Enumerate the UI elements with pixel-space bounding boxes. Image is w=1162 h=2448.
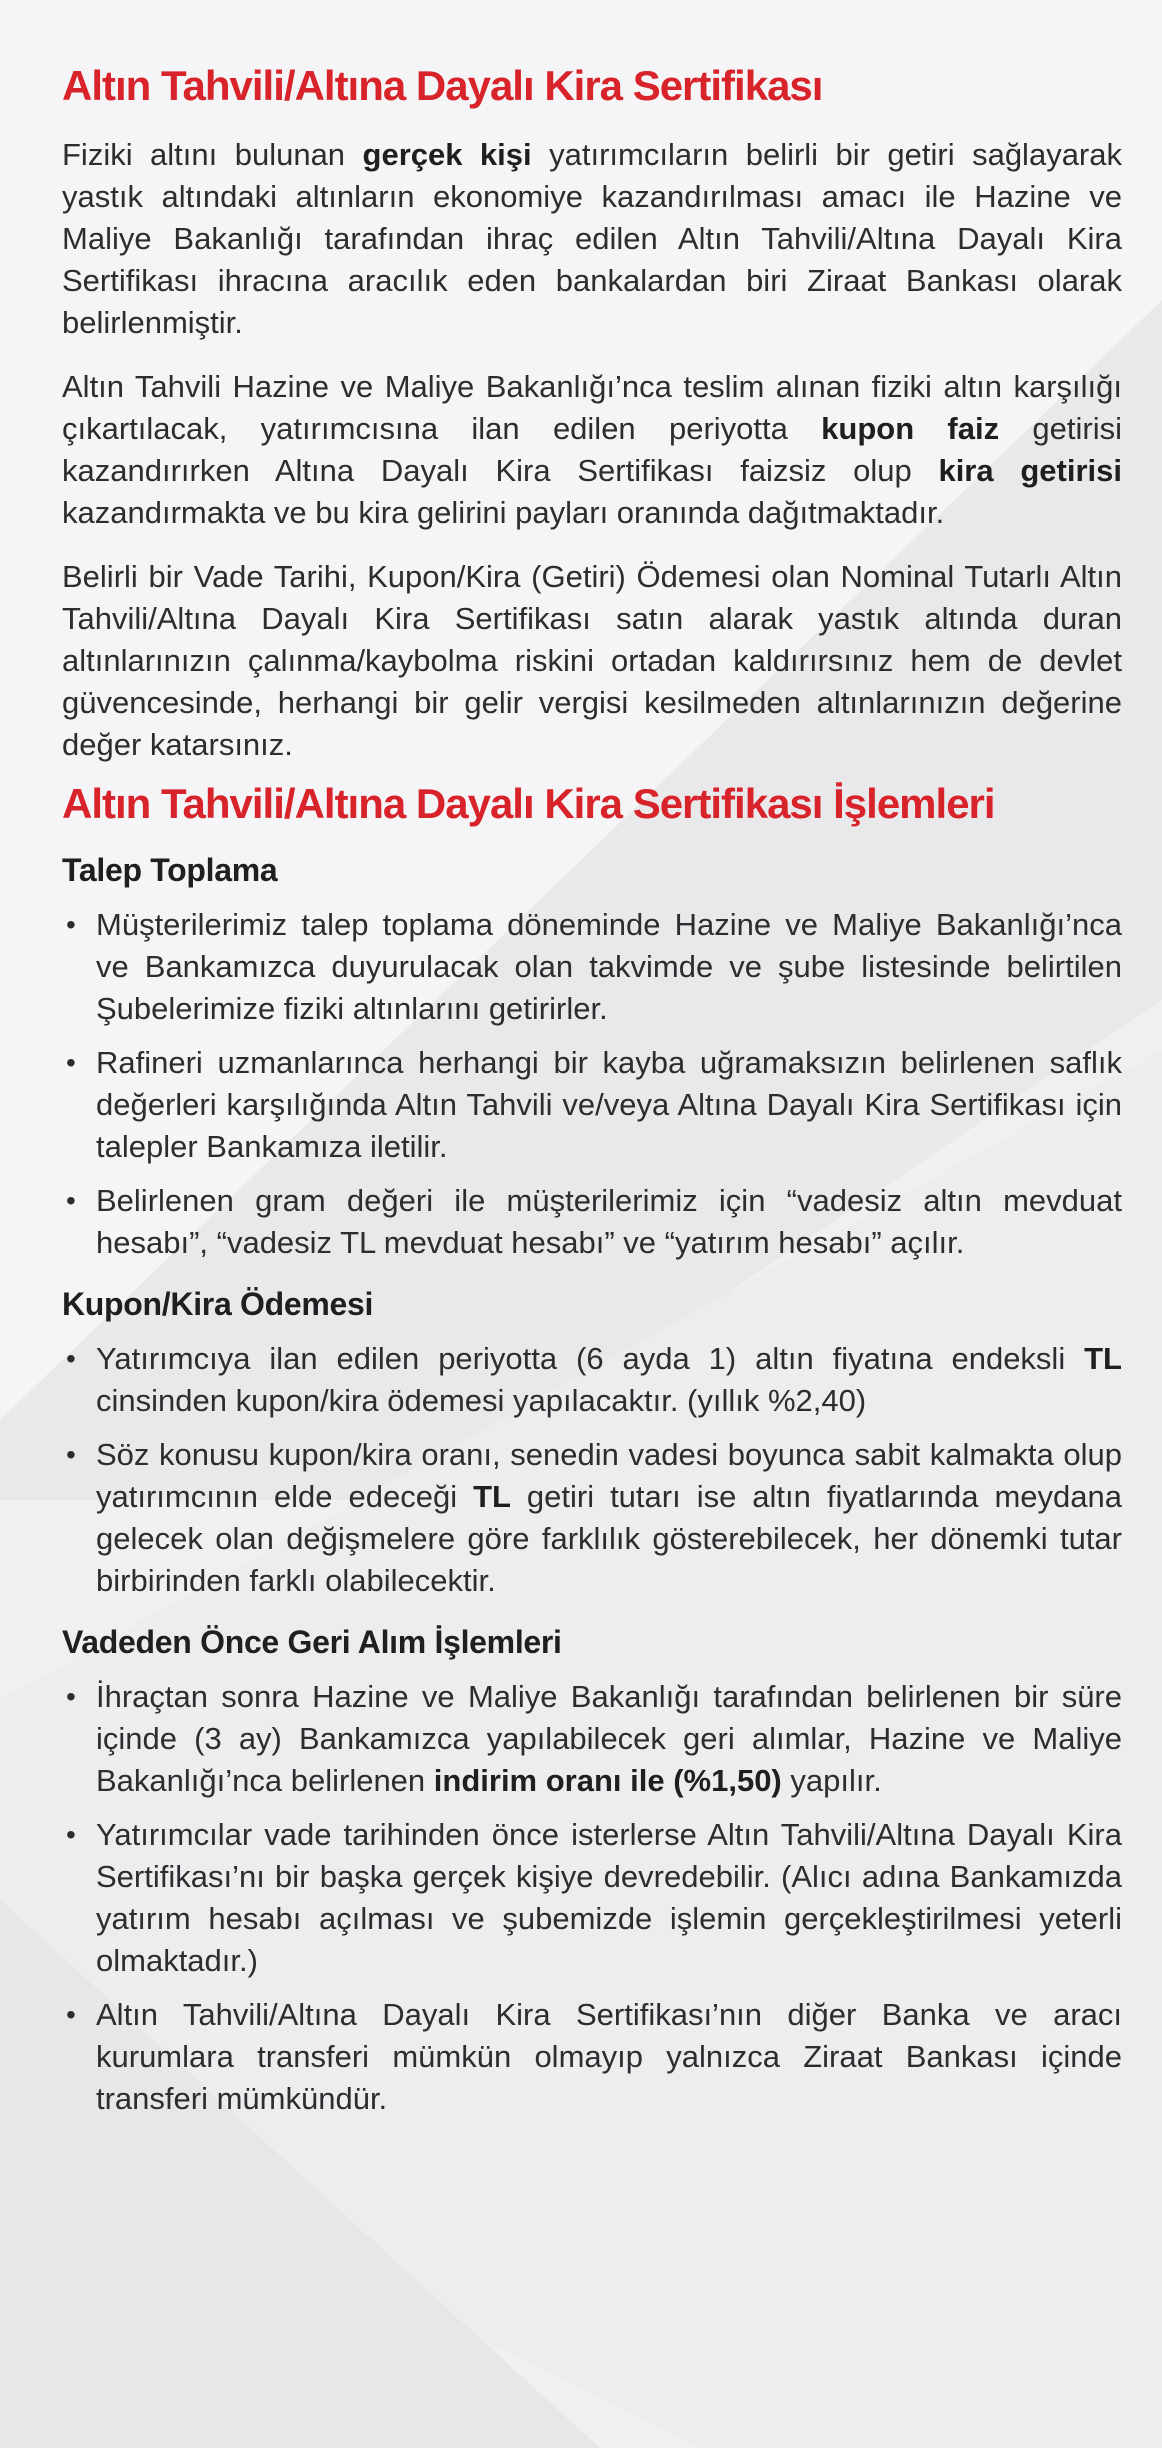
list-item: • İhraçtan sonra Hazine ve Maliye Bakanlığı tarafından belirlenen bir süre içinde (3 ay) Bankamızca yapılabilecek geri alımlar, Hazine ve Maliye Bakanlığı’nca belirlenen indirim oranı ile (%1,50) yapılır. bbox=[62, 1676, 1122, 1802]
early-buyback-list bbox=[62, 1676, 1122, 2120]
subheading-coupon-payment: Kupon/Kira Ödemesi bbox=[62, 1286, 374, 1322]
benefits-paragraph: Belirli bir Vade Tarihi, Kupon/Kira (Getiri) Ödemesi olan Nominal Tutarlı Altın Tahvili/Altına Dayalı Kira Sertifikası satın alarak yastık altında duran altınlarınızın çalınma/kaybolma riskini ortadan kaldırırsınız hem de devlet güvencesinde, herhangi bir gelir vergisi kesilmeden altınlarınızın değerine değer katarsınız. bbox=[62, 559, 1122, 762]
section-title-gold-bond: Altın Tahvili/Altına Dayalı Kira Sertifikası bbox=[62, 62, 823, 109]
list-item: • Yatırımcılar vade tarihinden önce isterlerse Altın Tahvili/Altına Dayalı Kira Sertifikası’nı bir başka gerçek kişiye devredebilir. (Alıcı adına Bankamızda yatırım hesabı açılması ve şubemizde işlemin gerçekleştirilmesi yeterli olmaktadır.) bbox=[62, 1814, 1122, 1982]
coupon-rent-paragraph: Altın Tahvili Hazine ve Maliye Bakanlığı’nca teslim alınan fiziki altın karşılığı çıkartılacak, yatırımcısına ilan edilen periyotta kupon faiz getirisi kazandırırken Altına Dayalı Kira Sertifikası faizsiz olup kira getirisi kazandırmakta ve bu kira gelirini payları oranında dağıtmaktadır. bbox=[62, 369, 1123, 530]
subheading-early-buyback: Vadeden Önce Geri Alım İşlemleri bbox=[62, 1624, 562, 1660]
list-item: • Altın Tahvili/Altına Dayalı Kira Sertifikası’nın diğer Banka ve aracı kurumlara transferi mümkün olmayıp yalnızca Ziraat Bankası içinde transferi mümkündür. bbox=[62, 1994, 1122, 2120]
list-item: • Belirlenen gram değeri ile müşterilerimiz için “vadesiz altın mevduat hesabı”, “vadesiz TL mevduat hesabı” ve “yatırım hesabı” açılır. bbox=[62, 1180, 1122, 1264]
document-page bbox=[62, 60, 1122, 2120]
bullet-icon: • bbox=[66, 1047, 76, 1078]
bullet-icon: • bbox=[66, 1999, 76, 2030]
bullet-icon: • bbox=[66, 909, 76, 940]
list-item: • Rafineri uzmanlarınca herhangi bir kayba uğramaksızın belirlenen saflık değerleri karşılığında Altın Tahvili ve/veya Altına Dayalı Kira Sertifikası için talepler Bankamıza iletilir. bbox=[62, 1042, 1122, 1168]
demand-collection-list bbox=[62, 904, 1122, 1264]
list-item: • Söz konusu kupon/kira oranı, senedin vadesi boyunca sabit kalmakta olup yatırımcının elde edeceği TL getiri tutarı ise altın fiyatlarında meydana gelecek olan değişmelere göre farklılık gösterebilecek, her dönemki tutar birbirinden farklı olabilecektir. bbox=[62, 1434, 1122, 1602]
bullet-icon: • bbox=[66, 1439, 76, 1470]
coupon-payment-list bbox=[62, 1338, 1122, 1602]
bullet-icon: • bbox=[66, 1185, 76, 1216]
bullet-icon: • bbox=[66, 1681, 76, 1712]
intro-paragraph: Fiziki altını bulunan gerçek kişi yatırımcıların belirli bir getiri sağlayarak yastık altındaki altınların ekonomiye kazandırılması amacı ile Hazine ve Maliye Bakanlığı tarafından ihraç edilen Altın Tahvili/Altına Dayalı Kira Sertifikası ihracına aracılık eden bankalardan biri Ziraat Bankası olarak belirlenmiştir. bbox=[62, 137, 1122, 340]
bullet-icon: • bbox=[66, 1819, 76, 1850]
list-item: • Yatırımcıya ilan edilen periyotta (6 ayda 1) altın fiyatına endeksli TL cinsinden kupon/kira ödemesi yapılacaktır. (yıllık %2,40) bbox=[62, 1338, 1122, 1422]
subheading-demand-collection: Talep Toplama bbox=[62, 852, 278, 888]
section-title-operations: Altın Tahvili/Altına Dayalı Kira Sertifikası İşlemleri bbox=[62, 780, 995, 827]
bullet-icon: • bbox=[66, 1343, 76, 1374]
list-item: • Müşterilerimiz talep toplama döneminde Hazine ve Maliye Bakanlığı’nca ve Bankamızca duyurulacak olan takvimde ve şube listesinde belirtilen Şubelerimize fiziki altınlarını getirirler. bbox=[62, 904, 1122, 1030]
